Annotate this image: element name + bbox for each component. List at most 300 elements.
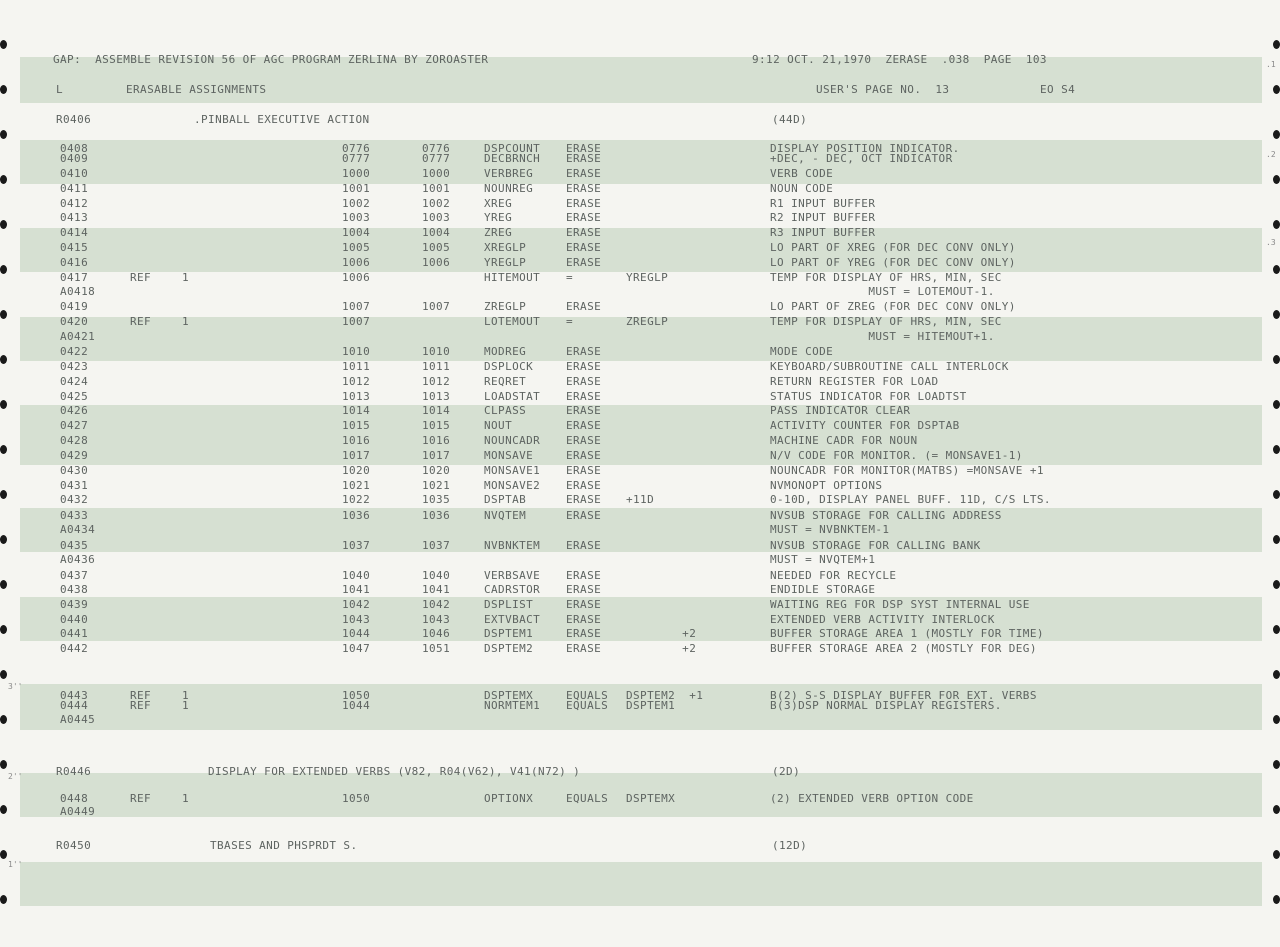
listing-address: 1007: [342, 315, 371, 328]
listing-end-address: 1006: [422, 256, 451, 269]
listing-operator: ERASE: [566, 583, 602, 596]
listing-seq: A0436: [60, 553, 96, 566]
listing-row: [0, 494, 1280, 505]
listing-operator: =: [566, 315, 574, 328]
listing-seq: 0430: [60, 464, 89, 477]
listing-address: 1036: [342, 509, 371, 522]
listing-operator: ERASE: [566, 642, 602, 655]
listing-operator: ERASE: [566, 197, 602, 210]
subheader-user-page: USER'S PAGE NO. 13: [816, 83, 950, 96]
listing-seq: 0412: [60, 197, 89, 210]
listing-operator: ERASE: [566, 345, 602, 358]
listing-seq: 0409: [60, 152, 89, 165]
listing-operator: ERASE: [566, 241, 602, 254]
listing-address: 1005: [342, 241, 371, 254]
section-title: .PINBALL EXECUTIVE ACTION: [194, 113, 370, 126]
listing-row: [0, 331, 1280, 342]
listing-address: 1044: [342, 699, 371, 712]
listing-address: 1044: [342, 627, 371, 640]
listing-address: 1002: [342, 197, 371, 210]
listing-seq: 0410: [60, 167, 89, 180]
listing-ref: REF: [130, 689, 152, 702]
listing-address: 1004: [342, 226, 371, 239]
listing-symbol: LOADSTAT: [484, 390, 541, 403]
listing-comment: NEEDED FOR RECYCLE: [770, 569, 897, 582]
listing-address: 1042: [342, 598, 371, 611]
listing-symbol: LOTEMOUT: [484, 315, 541, 328]
listing-ref: REF: [130, 699, 152, 712]
listing-end-address: 1046: [422, 627, 451, 640]
section-seq: R0450: [56, 839, 92, 852]
listing-end-address: 1012: [422, 375, 451, 388]
listing-symbol: DSPLOCK: [484, 360, 534, 373]
edge-mark-left-3in: 3'': [8, 682, 23, 691]
listing-address: 1010: [342, 345, 371, 358]
listing-comment: MACHINE CADR FOR NOUN: [770, 434, 918, 447]
listing-end-address: 1021: [422, 479, 451, 492]
listing-seq: 0414: [60, 226, 89, 239]
listing-operator: ERASE: [566, 569, 602, 582]
listing-symbol: CADRSTOR: [484, 583, 541, 596]
listing-operator: ERASE: [566, 434, 602, 447]
listing-ref-count: 1: [182, 699, 190, 712]
tractor-feed-hole: [0, 895, 7, 904]
listing-comment: MUST = HITEMOUT+1.: [770, 330, 995, 343]
listing-operator: ERASE: [566, 627, 602, 640]
listing-comment: MUST = LOTEMOUT-1.: [770, 285, 995, 298]
listing-address: 1050: [342, 792, 371, 805]
listing-comment: ENDIDLE STORAGE: [770, 583, 876, 596]
listing-seq: 0448: [60, 792, 89, 805]
section-title: DISPLAY FOR EXTENDED VERBS (V82, R04(V62), V41(N72) ): [208, 765, 581, 778]
listing-row: [0, 183, 1280, 194]
listing-symbol: NVBNKTEM: [484, 539, 541, 552]
listing-end-address: 1016: [422, 434, 451, 447]
listing-comment: NOUNCADR FOR MONITOR(MATBS) =MONSAVE +1: [770, 464, 1044, 477]
listing-operand: DSPTEMX: [626, 792, 676, 805]
tractor-feed-hole: [1273, 670, 1280, 679]
listing-address: 1006: [342, 271, 371, 284]
listing-seq: A0449: [60, 805, 96, 818]
listing-ref: REF: [130, 271, 152, 284]
listing-seq: 0437: [60, 569, 89, 582]
listing-comment: BUFFER STORAGE AREA 2 (MOSTLY FOR DEG): [770, 642, 1037, 655]
listing-operator: ERASE: [566, 211, 602, 224]
listing-row: [0, 376, 1280, 387]
listing-seq: A0418: [60, 285, 96, 298]
listing-seq: 0442: [60, 642, 89, 655]
listing-symbol: XREG: [484, 197, 513, 210]
listing-symbol: VERBREG: [484, 167, 534, 180]
listing-row: [0, 435, 1280, 446]
listing-comment: +DEC, - DEC, OCT INDICATOR: [770, 152, 953, 165]
listing-seq: 0417: [60, 271, 89, 284]
listing-row: [0, 316, 1280, 327]
listing-comment: R2 INPUT BUFFER: [770, 211, 876, 224]
listing-operator: ERASE: [566, 142, 602, 155]
listing-row: [0, 168, 1280, 179]
listing-row: [0, 257, 1280, 268]
tractor-feed-hole: [1273, 895, 1280, 904]
listing-seq: 0431: [60, 479, 89, 492]
listing-end-address: 1051: [422, 642, 451, 655]
listing-operand: +2: [626, 627, 697, 640]
listing-seq: 0441: [60, 627, 89, 640]
listing-symbol: REQRET: [484, 375, 527, 388]
listing-comment: MUST = NVBNKTEM-1: [770, 523, 890, 536]
listing-seq: 0422: [60, 345, 89, 358]
listing-operator: EQUALS: [566, 689, 609, 702]
listing-seq: 0432: [60, 493, 89, 506]
listing-address: 1021: [342, 479, 371, 492]
listing-operand: +11D: [626, 493, 655, 506]
subheader-title: ERASABLE ASSIGNMENTS: [126, 83, 267, 96]
listing-row: [0, 793, 1280, 804]
listing-comment: (2) EXTENDED VERB OPTION CODE: [770, 792, 974, 805]
tractor-feed-hole: [1273, 130, 1280, 139]
listing-end-address: 1020: [422, 464, 451, 477]
listing-comment: LO PART OF YREG (FOR DEC CONV ONLY): [770, 256, 1016, 269]
listing-address: 0776: [342, 142, 371, 155]
listing-operator: =: [566, 271, 574, 284]
listing-address: 1041: [342, 583, 371, 596]
listing-row: [0, 361, 1280, 372]
listing-row: [0, 554, 1280, 565]
listing-row: [0, 714, 1280, 725]
listing-row: [0, 570, 1280, 581]
listing-seq: 0408: [60, 142, 89, 155]
listing-address: 1006: [342, 256, 371, 269]
listing-row: [0, 510, 1280, 521]
listing-operator: ERASE: [566, 375, 602, 388]
listing-seq: A0445: [60, 713, 96, 726]
listing-end-address: 1003: [422, 211, 451, 224]
tractor-feed-hole: [1273, 85, 1280, 94]
edge-mark-right-3: .3: [1266, 238, 1276, 247]
tractor-feed-hole: [0, 130, 7, 139]
listing-comment: VERB CODE: [770, 167, 834, 180]
listing-seq: 0420: [60, 315, 89, 328]
tractor-feed-hole: [0, 85, 7, 94]
listing-end-address: 0776: [422, 142, 451, 155]
listing-comment: R3 INPUT BUFFER: [770, 226, 876, 239]
listing-row: [0, 272, 1280, 283]
listing-end-address: 1011: [422, 360, 451, 373]
listing-operator: EQUALS: [566, 792, 609, 805]
listing-ref: REF: [130, 315, 152, 328]
listing-symbol: MONSAVE2: [484, 479, 541, 492]
listing-comment: NOUN CODE: [770, 182, 834, 195]
listing-address: 1047: [342, 642, 371, 655]
listing-seq: 0435: [60, 539, 89, 552]
listing-seq: 0411: [60, 182, 89, 195]
listing-operator: ERASE: [566, 226, 602, 239]
listing-row: [0, 301, 1280, 312]
listing-symbol: CLPASS: [484, 404, 527, 417]
listing-comment: TEMP FOR DISPLAY OF HRS, MIN, SEC: [770, 315, 1002, 328]
listing-operator: ERASE: [566, 539, 602, 552]
listing-row: [0, 465, 1280, 476]
listing-seq: 0443: [60, 689, 89, 702]
listing-comment: TEMP FOR DISPLAY OF HRS, MIN, SEC: [770, 271, 1002, 284]
listing-symbol: YREGLP: [484, 256, 527, 269]
listing-row: [0, 227, 1280, 238]
listing-seq: 0439: [60, 598, 89, 611]
listing-row: [0, 391, 1280, 402]
listing-seq: 0419: [60, 300, 89, 313]
listing-end-address: 1043: [422, 613, 451, 626]
header-left: GAP: ASSEMBLE REVISION 56 OF AGC PROGRAM ZERLINA BY ZOROASTER: [53, 53, 489, 66]
listing-operator: ERASE: [566, 256, 602, 269]
edge-mark-left-1in: 1'': [8, 860, 23, 869]
listing-row: [0, 628, 1280, 639]
listing-address: 1016: [342, 434, 371, 447]
listing-symbol: MONSAVE1: [484, 464, 541, 477]
listing-comment: 0-10D, DISPLAY PANEL BUFF. 11D, C/S LTS.: [770, 493, 1051, 506]
listing-row: [0, 212, 1280, 223]
listing-end-address: 1040: [422, 569, 451, 582]
tractor-feed-hole: [1273, 760, 1280, 769]
listing-seq: 0433: [60, 509, 89, 522]
listing-end-address: 1000: [422, 167, 451, 180]
edge-mark-right-1: .1: [1266, 60, 1276, 69]
section-count: (44D): [772, 113, 808, 126]
listing-row: [0, 153, 1280, 164]
listing-symbol: DSPCOUNT: [484, 142, 541, 155]
listing-comment: ACTIVITY COUNTER FOR DSPTAB: [770, 419, 960, 432]
listing-address: 1043: [342, 613, 371, 626]
listing-comment: LO PART OF ZREG (FOR DEC CONV ONLY): [770, 300, 1016, 313]
tractor-feed-hole: [1273, 850, 1280, 859]
listing-address: 1022: [342, 493, 371, 506]
listing-operator: ERASE: [566, 300, 602, 313]
tractor-feed-hole: [0, 760, 7, 769]
listing-address: 1011: [342, 360, 371, 373]
listing-symbol: DSPTEM2: [484, 642, 534, 655]
listing-row: [0, 420, 1280, 431]
listing-operand: ZREGLP: [626, 315, 669, 328]
listing-address: 1007: [342, 300, 371, 313]
listing-seq: A0421: [60, 330, 96, 343]
section-count: (12D): [772, 839, 808, 852]
listing-symbol: OPTIONX: [484, 792, 534, 805]
listing-row: [0, 450, 1280, 461]
listing-seq: 0424: [60, 375, 89, 388]
section-seq: R0446: [56, 765, 92, 778]
listing-address: 0777: [342, 152, 371, 165]
listing-end-address: 1013: [422, 390, 451, 403]
listing-symbol: XREGLP: [484, 241, 527, 254]
listing-ref-count: 1: [182, 792, 190, 805]
listing-operator: ERASE: [566, 419, 602, 432]
listing-ref-count: 1: [182, 315, 190, 328]
listing-seq: 0440: [60, 613, 89, 626]
section-title: TBASES AND PHSPRDT S.: [210, 839, 358, 852]
listing-end-address: 1015: [422, 419, 451, 432]
listing-symbol: MODREG: [484, 345, 527, 358]
listing-comment: DISPLAY POSITION INDICATOR.: [770, 142, 960, 155]
listing-end-address: 1002: [422, 197, 451, 210]
listing-address: 1012: [342, 375, 371, 388]
listing-operator: ERASE: [566, 360, 602, 373]
listing-comment: STATUS INDICATOR FOR LOADTST: [770, 390, 967, 403]
listing-comment: NVSUB STORAGE FOR CALLING ADDRESS: [770, 509, 1002, 522]
listing-seq: 0423: [60, 360, 89, 373]
listing-symbol: ZREGLP: [484, 300, 527, 313]
listing-operator: ERASE: [566, 613, 602, 626]
listing-row: [0, 700, 1280, 711]
listing-address: 1050: [342, 689, 371, 702]
listing-seq: 0415: [60, 241, 89, 254]
listing-operator: ERASE: [566, 493, 602, 506]
listing-row: [0, 480, 1280, 491]
listing-row: [0, 806, 1280, 817]
listing-operator: EQUALS: [566, 699, 609, 712]
listing-address: 1017: [342, 449, 371, 462]
listing-operator: ERASE: [566, 479, 602, 492]
listing-symbol: DSPTEM1: [484, 627, 534, 640]
listing-operator: ERASE: [566, 509, 602, 522]
listing-row: [0, 198, 1280, 209]
listing-operand: +2: [626, 642, 697, 655]
listing-symbol: DECBRNCH: [484, 152, 541, 165]
listing-symbol: MONSAVE: [484, 449, 534, 462]
listing-row: [0, 405, 1280, 416]
listing-comment: EXTENDED VERB ACTIVITY INTERLOCK: [770, 613, 995, 626]
listing-row: [0, 242, 1280, 253]
listing-symbol: DSPLIST: [484, 598, 534, 611]
listing-seq: 0413: [60, 211, 89, 224]
listing-comment: NVMONOPT OPTIONS: [770, 479, 883, 492]
green-bar: [20, 862, 1262, 906]
listing-end-address: 1007: [422, 300, 451, 313]
listing-comment: LO PART OF XREG (FOR DEC CONV ONLY): [770, 241, 1016, 254]
edge-mark-left-2in: 2'': [8, 772, 23, 781]
listing-symbol: NORMTEM1: [484, 699, 541, 712]
listing-operator: ERASE: [566, 182, 602, 195]
listing-seq: 0426: [60, 404, 89, 417]
listing-comment: B(2) S-S DISPLAY BUFFER FOR EXT. VERBS: [770, 689, 1037, 702]
listing-seq: 0438: [60, 583, 89, 596]
listing-symbol: HITEMOUT: [484, 271, 541, 284]
listing-end-address: 1017: [422, 449, 451, 462]
listing-operator: ERASE: [566, 449, 602, 462]
listing-comment: R1 INPUT BUFFER: [770, 197, 876, 210]
listing-seq: 0427: [60, 419, 89, 432]
listing-operator: ERASE: [566, 152, 602, 165]
edge-mark-right-2: .2: [1266, 150, 1276, 159]
listing-symbol: NVQTEM: [484, 509, 527, 522]
tractor-feed-hole: [0, 670, 7, 679]
tractor-feed-hole: [0, 850, 7, 859]
listing-end-address: 1014: [422, 404, 451, 417]
listing-end-address: 1036: [422, 509, 451, 522]
listing-row: [0, 286, 1280, 297]
listing-operator: ERASE: [566, 390, 602, 403]
listing-comment: WAITING REG FOR DSP SYST INTERNAL USE: [770, 598, 1030, 611]
listing-seq: 0444: [60, 699, 89, 712]
listing-row: [0, 584, 1280, 595]
listing-seq: 0428: [60, 434, 89, 447]
listing-comment: N/V CODE FOR MONITOR. (= MONSAVE1-1): [770, 449, 1023, 462]
section-seq: R0406: [56, 113, 92, 126]
listing-seq: A0434: [60, 523, 96, 536]
listing-address: 1037: [342, 539, 371, 552]
listing-address: 1020: [342, 464, 371, 477]
listing-row: [0, 540, 1280, 551]
section-count: (2D): [772, 765, 801, 778]
listing-end-address: 1042: [422, 598, 451, 611]
listing-ref-count: 1: [182, 689, 190, 702]
listing-seq: 0425: [60, 390, 89, 403]
listing-symbol: NOUNCADR: [484, 434, 541, 447]
listing-operator: ERASE: [566, 167, 602, 180]
listing-operator: ERASE: [566, 464, 602, 477]
listing-comment: RETURN REGISTER FOR LOAD: [770, 375, 939, 388]
listing-row: [0, 524, 1280, 535]
listing-seq: 0429: [60, 449, 89, 462]
listing-symbol: NOUNREG: [484, 182, 534, 195]
listing-address: 1014: [342, 404, 371, 417]
listing-operand: DSPTEM2 +1: [626, 689, 704, 702]
listing-symbol: DSPTEMX: [484, 689, 534, 702]
listing-end-address: 1035: [422, 493, 451, 506]
listing-end-address: 1037: [422, 539, 451, 552]
listing-symbol: DSPTAB: [484, 493, 527, 506]
listing-address: 1013: [342, 390, 371, 403]
listing-row: [0, 643, 1280, 654]
listing-operand: YREGLP: [626, 271, 669, 284]
listing-comment: B(3)DSP NORMAL DISPLAY REGISTERS.: [770, 699, 1002, 712]
listing-comment: NVSUB STORAGE FOR CALLING BANK: [770, 539, 981, 552]
listing-end-address: 1041: [422, 583, 451, 596]
listing-symbol: ZREG: [484, 226, 513, 239]
listing-symbol: YREG: [484, 211, 513, 224]
header-right: 9:12 OCT. 21,1970 ZERASE .038 PAGE 103: [752, 53, 1047, 66]
listing-ref-count: 1: [182, 271, 190, 284]
listing-operand: DSPTEM1: [626, 699, 676, 712]
listing-symbol: NOUT: [484, 419, 513, 432]
listing-end-address: 1010: [422, 345, 451, 358]
listing-address: 1015: [342, 419, 371, 432]
listing-address: 1003: [342, 211, 371, 224]
listing-symbol: EXTVBACT: [484, 613, 541, 626]
listing-address: 1001: [342, 182, 371, 195]
listing-end-address: 1005: [422, 241, 451, 254]
listing-end-address: 1004: [422, 226, 451, 239]
listing-comment: BUFFER STORAGE AREA 1 (MOSTLY FOR TIME): [770, 627, 1044, 640]
listing-operator: ERASE: [566, 598, 602, 611]
listing-address: 1000: [342, 167, 371, 180]
subheader-l: L: [56, 83, 64, 96]
tractor-feed-hole: [1273, 40, 1280, 49]
listing-comment: MUST = NVQTEM+1: [770, 553, 876, 566]
listing-end-address: 1001: [422, 182, 451, 195]
listing-ref: REF: [130, 792, 152, 805]
listing-row: [0, 346, 1280, 357]
subheader-eo: EO S4: [1040, 83, 1076, 96]
listing-address: 1040: [342, 569, 371, 582]
listing-comment: KEYBOARD/SUBROUTINE CALL INTERLOCK: [770, 360, 1009, 373]
listing-symbol: VERBSAVE: [484, 569, 541, 582]
listing-row: [0, 599, 1280, 610]
listing-comment: MODE CODE: [770, 345, 834, 358]
listing-seq: 0416: [60, 256, 89, 269]
listing-end-address: 0777: [422, 152, 451, 165]
listing-row: [0, 614, 1280, 625]
listing-operator: ERASE: [566, 404, 602, 417]
tractor-feed-hole: [0, 40, 7, 49]
